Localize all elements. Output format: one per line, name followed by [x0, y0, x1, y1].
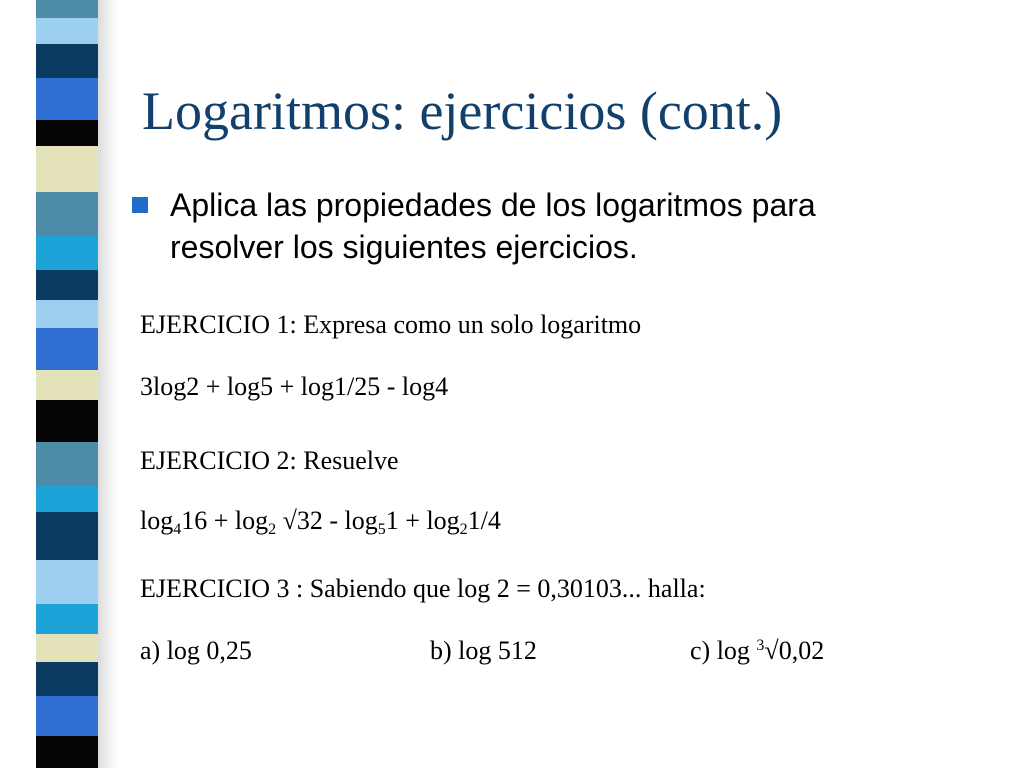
stripe-block [36, 44, 98, 78]
expr-text: 1/4 [467, 506, 501, 535]
stripe-block [36, 146, 98, 192]
root-index: 3 [756, 637, 765, 654]
log-base: 2 [268, 521, 277, 538]
decorative-stripe-bar [0, 0, 120, 768]
stripe-block [36, 736, 98, 768]
exercise-1-heading: EJERCICIO 1: Expresa como un solo logaritmo [140, 310, 642, 339]
log-base: 4 [173, 521, 182, 538]
part-c-radical: √0,02 [764, 636, 825, 665]
stripe-shadow [96, 0, 120, 768]
stripe-block [36, 604, 98, 634]
stripe-block [36, 486, 98, 512]
exercise-3-parts [140, 636, 824, 666]
expr-text: 16 + log [181, 506, 269, 535]
stripe-block [36, 442, 98, 486]
exercise-1-expression: 3log2 + log5 + log1/25 - log4 [140, 372, 449, 401]
stripe-block [36, 370, 98, 400]
stripe-block [36, 634, 98, 662]
part-a: a) log 0,25 [140, 636, 252, 665]
stripe-block [36, 120, 98, 146]
log-base: 2 [459, 521, 468, 538]
stripe-block [36, 400, 98, 442]
square-bullet-icon [132, 197, 148, 213]
stripe-block [36, 512, 98, 560]
stripe-block [36, 300, 98, 328]
bullet-text: Aplica las propiedades de los logaritmos para resolver los siguientes ejercicios. [170, 187, 816, 265]
stripe-block [36, 236, 98, 270]
stripe-block [36, 0, 98, 18]
part-c-prefix: c) log [690, 636, 757, 665]
exercise-2-expression [140, 506, 501, 539]
stripe-block [36, 328, 98, 370]
expr-text: log [140, 506, 174, 535]
stripe-block [36, 18, 98, 44]
stripe-block [36, 560, 98, 604]
part-c [690, 636, 824, 665]
log-base: 5 [377, 521, 386, 538]
expr-text: 1 + log [385, 506, 460, 535]
stripe-block [36, 78, 98, 120]
exercise-3-heading: EJERCICIO 3 : Sabiendo que log 2 = 0,30103... halla: [140, 574, 706, 603]
expr-text: √32 - log [276, 506, 378, 535]
stripe-block [36, 696, 98, 736]
slide-title: Logaritmos: ejercicios (cont.) [142, 81, 783, 141]
part-b: b) log 512 [430, 636, 537, 665]
exercise-2-heading: EJERCICIO 2: Resuelve [140, 446, 399, 475]
stripe-block [36, 662, 98, 696]
stripe-blocks [36, 0, 98, 768]
stripe-block [36, 270, 98, 300]
stripe-block [36, 192, 98, 236]
